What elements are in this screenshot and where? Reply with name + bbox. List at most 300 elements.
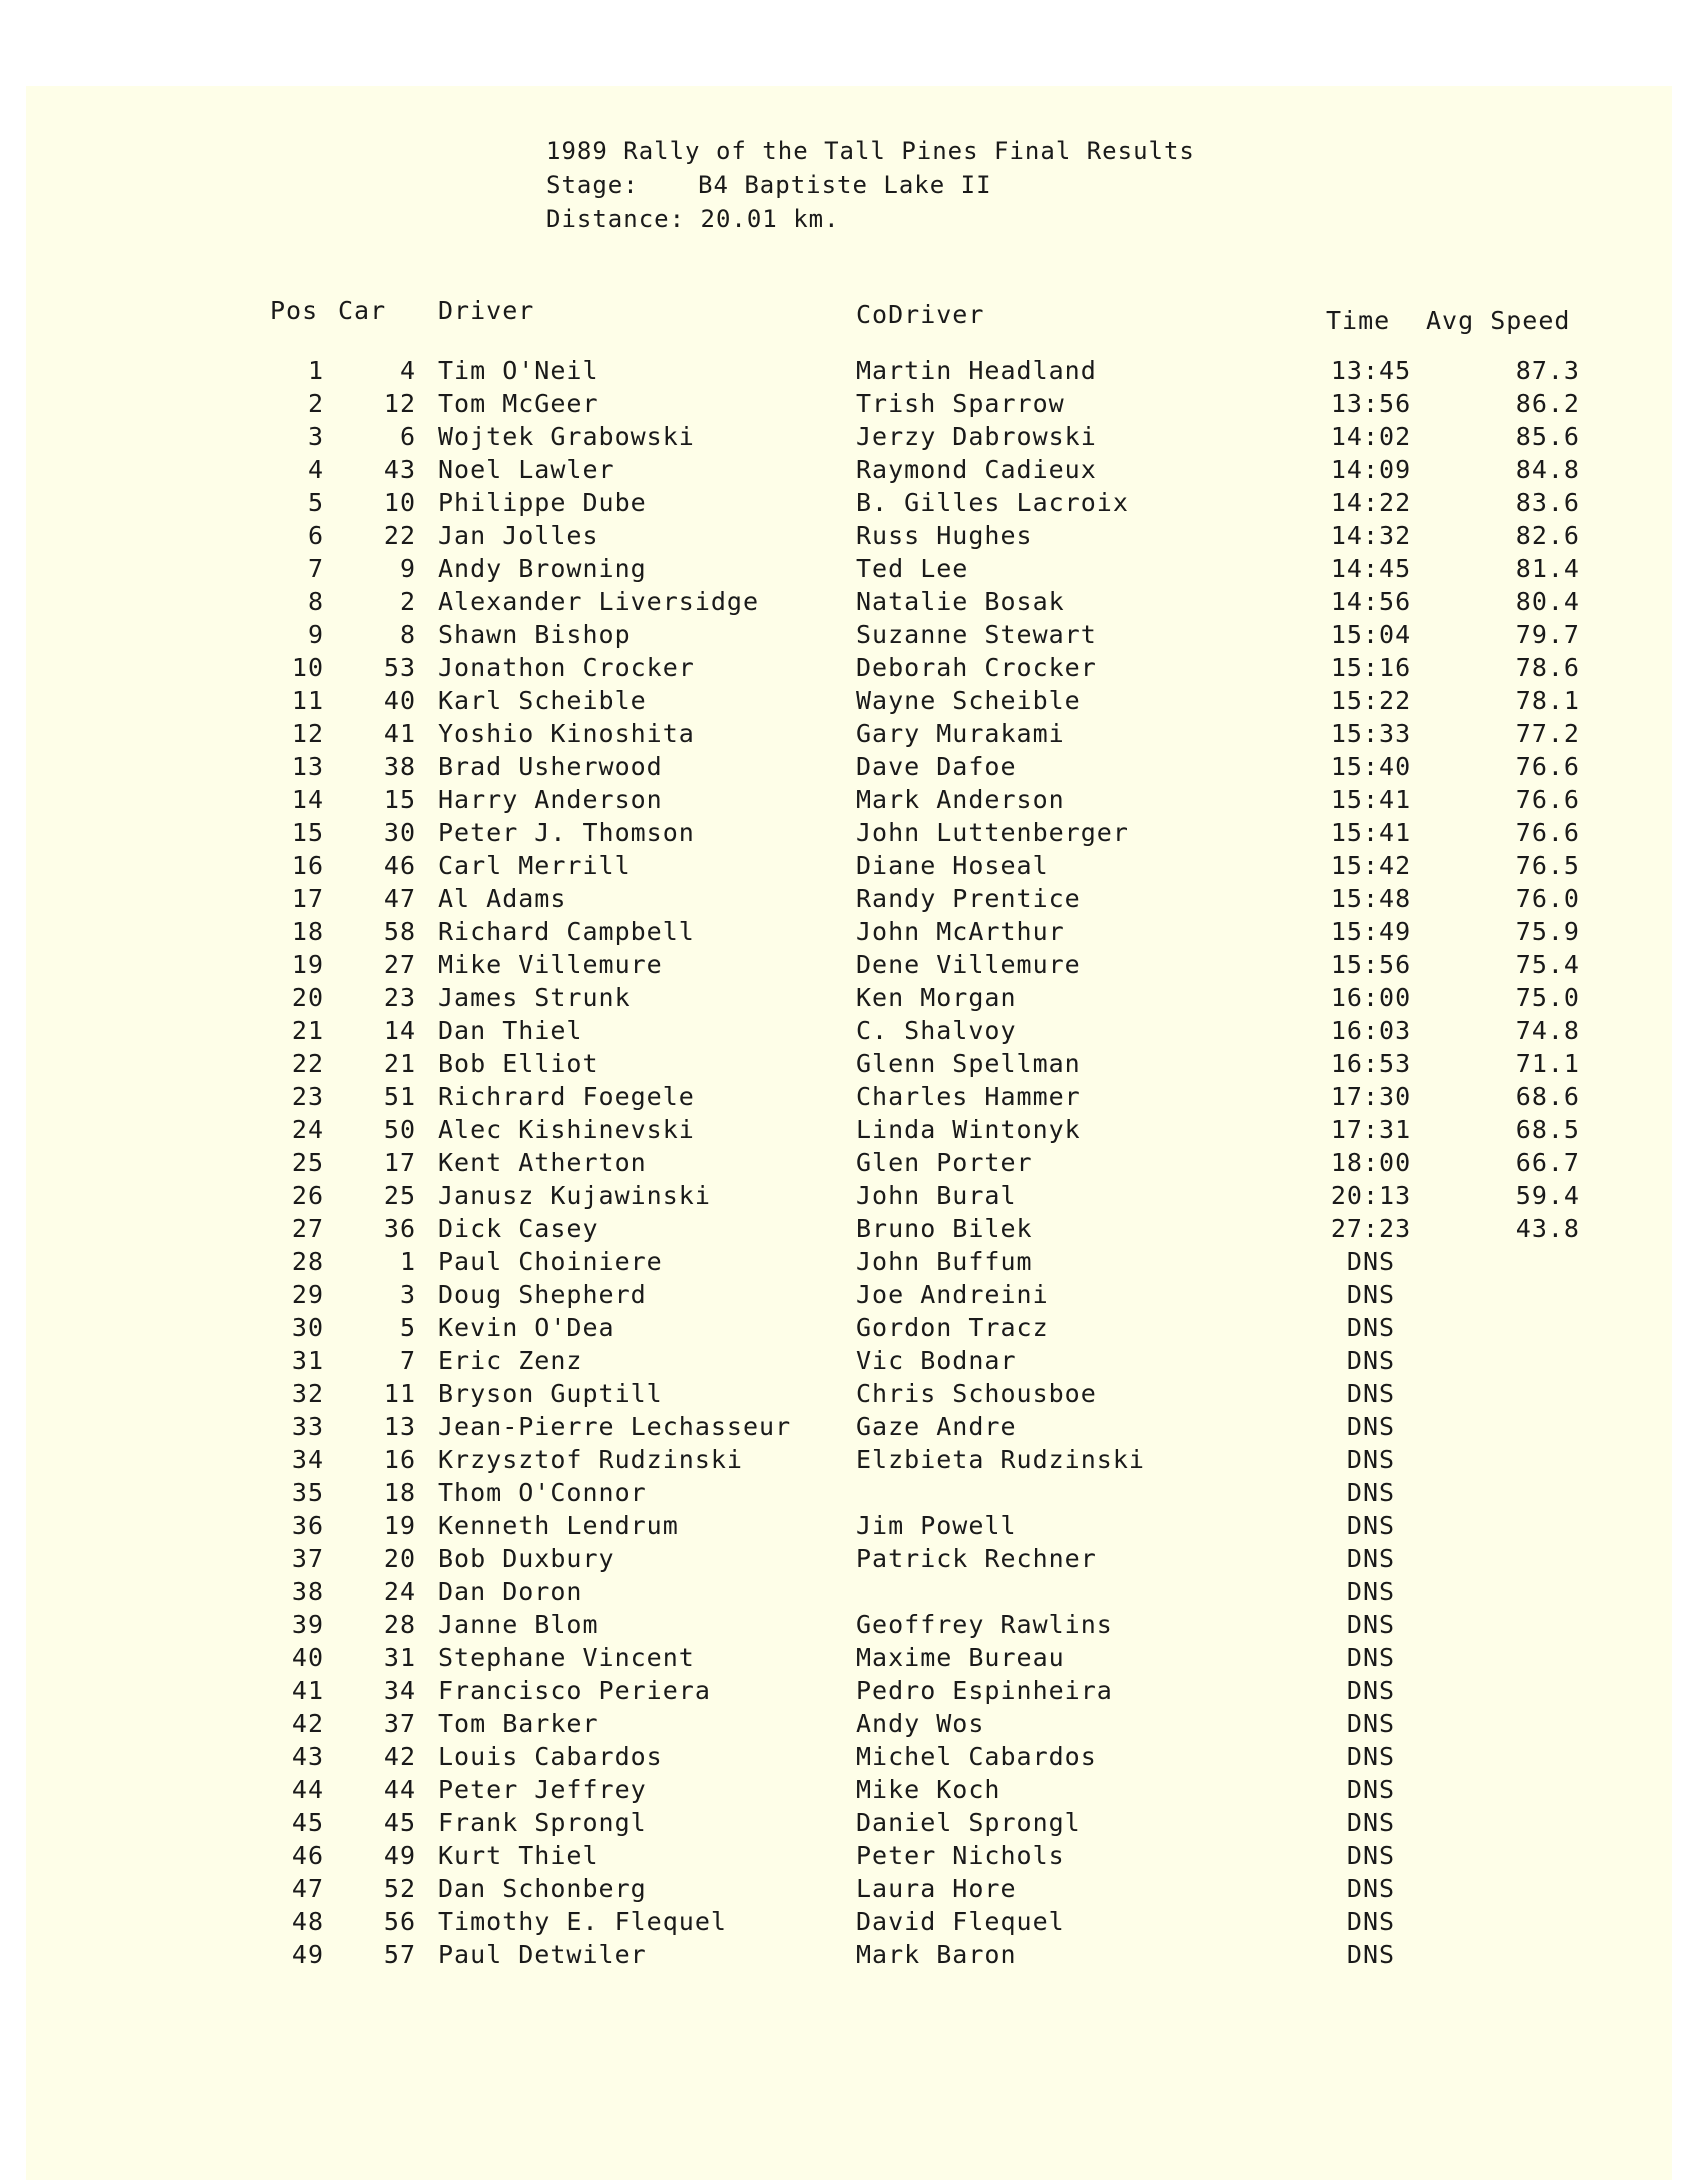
col-pos: Pos — [270, 296, 319, 325]
table-row — [26, 686, 1672, 719]
avg-speed-cell: 81.4 — [1515, 554, 1580, 583]
driver-cell: Bob Elliot — [438, 1049, 599, 1078]
driver-cell: Thom O'Connor — [438, 1478, 647, 1507]
codriver-cell: Gary Murakami — [856, 719, 1065, 748]
driver-cell: Dan Doron — [438, 1577, 583, 1606]
stage-value: B4 Baptiste Lake II — [698, 171, 992, 199]
position-cell: 33 — [291, 1412, 324, 1441]
avg-speed-cell: 84.8 — [1515, 455, 1580, 484]
position-cell: 8 — [307, 587, 324, 616]
codriver-cell: Natalie Bosak — [856, 587, 1065, 616]
position-cell: 35 — [291, 1478, 324, 1507]
avg-speed-cell: 78.1 — [1515, 686, 1580, 715]
driver-cell: James Strunk — [438, 983, 631, 1012]
codriver-cell: Vic Bodnar — [856, 1346, 1017, 1375]
car-number-cell: 49 — [383, 1841, 416, 1870]
codriver-cell: Gordon Tracz — [856, 1313, 1049, 1342]
codriver-cell: John McArthur — [856, 917, 1065, 946]
codriver-cell: Mark Anderson — [856, 785, 1065, 814]
distance-label: Distance: — [546, 205, 686, 233]
table-row — [26, 653, 1672, 686]
codriver-cell: Glenn Spellman — [856, 1049, 1081, 1078]
car-number-cell: 36 — [383, 1214, 416, 1243]
position-cell: 30 — [291, 1313, 324, 1342]
codriver-cell: Charles Hammer — [856, 1082, 1081, 1111]
codriver-cell: Martin Headland — [856, 356, 1097, 385]
car-number-cell: 53 — [383, 653, 416, 682]
position-cell: 37 — [291, 1544, 324, 1573]
car-number-cell: 30 — [383, 818, 416, 847]
driver-cell: Dan Thiel — [438, 1016, 583, 1045]
table-row — [26, 1346, 1672, 1379]
avg-speed-cell: 75.4 — [1515, 950, 1580, 979]
time-cell: DNS — [1346, 1379, 1396, 1408]
table-row — [26, 1115, 1672, 1148]
time-cell: 15:22 — [1330, 686, 1412, 715]
car-number-cell: 12 — [383, 389, 416, 418]
codriver-cell: John Buffum — [856, 1247, 1033, 1276]
car-number-cell: 1 — [399, 1247, 416, 1276]
codriver-cell: Raymond Cadieux — [856, 455, 1097, 484]
table-row — [26, 752, 1672, 785]
position-cell: 5 — [307, 488, 324, 517]
car-number-cell: 8 — [399, 620, 416, 649]
codriver-cell: Dene Villemure — [856, 950, 1081, 979]
driver-cell: Bryson Guptill — [438, 1379, 663, 1408]
results-sheet — [26, 86, 1672, 2180]
position-cell: 29 — [291, 1280, 324, 1309]
position-cell: 43 — [291, 1742, 324, 1771]
car-number-cell: 21 — [383, 1049, 416, 1078]
table-row — [26, 1610, 1672, 1643]
position-cell: 42 — [291, 1709, 324, 1738]
driver-cell: Kent Atherton — [438, 1148, 647, 1177]
time-cell: 14:45 — [1330, 554, 1412, 583]
table-row — [26, 422, 1672, 455]
table-row — [26, 1247, 1672, 1280]
car-number-cell: 7 — [399, 1346, 416, 1375]
time-cell: 27:23 — [1330, 1214, 1412, 1243]
table-row — [26, 1907, 1672, 1940]
driver-cell: Paul Choiniere — [438, 1247, 663, 1276]
time-cell: 15:40 — [1330, 752, 1412, 781]
time-cell: 15:56 — [1330, 950, 1412, 979]
results-table — [26, 356, 1672, 1973]
position-cell: 23 — [291, 1082, 324, 1111]
table-row — [26, 1016, 1672, 1049]
table-row — [26, 455, 1672, 488]
time-cell: 14:22 — [1330, 488, 1412, 517]
driver-cell: Karl Scheible — [438, 686, 647, 715]
time-cell: 14:56 — [1330, 587, 1412, 616]
avg-speed-cell: 86.2 — [1515, 389, 1580, 418]
driver-cell: Kevin O'Dea — [438, 1313, 615, 1342]
driver-cell: Tom McGeer — [438, 389, 599, 418]
time-cell: 16:53 — [1330, 1049, 1412, 1078]
car-number-cell: 11 — [383, 1379, 416, 1408]
driver-cell: Doug Shepherd — [438, 1280, 647, 1309]
time-cell: 15:48 — [1330, 884, 1412, 913]
table-row — [26, 356, 1672, 389]
table-row — [26, 1709, 1672, 1742]
driver-cell: Jan Jolles — [438, 521, 599, 550]
time-cell: 15:41 — [1330, 818, 1412, 847]
table-row — [26, 488, 1672, 521]
car-number-cell: 13 — [383, 1412, 416, 1441]
table-row — [26, 389, 1672, 422]
table-row — [26, 587, 1672, 620]
time-cell: DNS — [1346, 1544, 1396, 1573]
position-cell: 7 — [307, 554, 324, 583]
codriver-cell: Peter Nichols — [856, 1841, 1065, 1870]
codriver-cell: Dave Dafoe — [856, 752, 1017, 781]
position-cell: 25 — [291, 1148, 324, 1177]
table-row — [26, 1544, 1672, 1577]
time-cell: 15:33 — [1330, 719, 1412, 748]
codriver-cell: Trish Sparrow — [856, 389, 1065, 418]
distance-value: 20.01 km. — [700, 205, 840, 233]
position-cell: 20 — [291, 983, 324, 1012]
time-cell: 17:30 — [1330, 1082, 1412, 1111]
position-cell: 17 — [291, 884, 324, 913]
car-number-cell: 5 — [399, 1313, 416, 1342]
time-cell: DNS — [1346, 1709, 1396, 1738]
position-cell: 26 — [291, 1181, 324, 1210]
avg-speed-cell: 76.6 — [1515, 818, 1580, 847]
time-cell: DNS — [1346, 1940, 1396, 1969]
driver-cell: Richrard Foegele — [438, 1082, 695, 1111]
codriver-cell: Laura Hore — [856, 1874, 1017, 1903]
car-number-cell: 22 — [383, 521, 416, 550]
table-row — [26, 1412, 1672, 1445]
codriver-cell: B. Gilles Lacroix — [856, 488, 1129, 517]
codriver-cell: Ted Lee — [856, 554, 969, 583]
time-cell: 15:41 — [1330, 785, 1412, 814]
col-avg-speed: Avg Speed — [1426, 306, 1571, 335]
avg-speed-cell: 79.7 — [1515, 620, 1580, 649]
position-cell: 18 — [291, 917, 324, 946]
avg-speed-cell: 77.2 — [1515, 719, 1580, 748]
position-cell: 10 — [291, 653, 324, 682]
driver-cell: Jean-Pierre Lechasseur — [438, 1412, 792, 1441]
avg-speed-cell: 85.6 — [1515, 422, 1580, 451]
table-row — [26, 1478, 1672, 1511]
table-row — [26, 1775, 1672, 1808]
position-cell: 16 — [291, 851, 324, 880]
time-cell: 18:00 — [1330, 1148, 1412, 1177]
car-number-cell: 10 — [383, 488, 416, 517]
table-row — [26, 1577, 1672, 1610]
time-cell: DNS — [1346, 1742, 1396, 1771]
position-cell: 47 — [291, 1874, 324, 1903]
table-row — [26, 1511, 1672, 1544]
codriver-cell: Diane Hoseal — [856, 851, 1049, 880]
position-cell: 12 — [291, 719, 324, 748]
driver-cell: Alec Kishinevski — [438, 1115, 695, 1144]
table-row — [26, 1313, 1672, 1346]
position-cell: 32 — [291, 1379, 324, 1408]
driver-cell: Philippe Dube — [438, 488, 647, 517]
position-cell: 36 — [291, 1511, 324, 1540]
position-cell: 13 — [291, 752, 324, 781]
driver-cell: Bob Duxbury — [438, 1544, 615, 1573]
avg-speed-cell: 74.8 — [1515, 1016, 1580, 1045]
table-row — [26, 620, 1672, 653]
codriver-cell: Daniel Sprongl — [856, 1808, 1081, 1837]
codriver-cell: Gaze Andre — [856, 1412, 1017, 1441]
codriver-cell: Suzanne Stewart — [856, 620, 1097, 649]
avg-speed-cell: 66.7 — [1515, 1148, 1580, 1177]
codriver-cell: Joe Andreini — [856, 1280, 1049, 1309]
driver-cell: Krzysztof Rudzinski — [438, 1445, 743, 1474]
position-cell: 34 — [291, 1445, 324, 1474]
col-codriver: CoDriver — [856, 300, 985, 329]
codriver-cell: Wayne Scheible — [856, 686, 1081, 715]
time-cell: DNS — [1346, 1313, 1396, 1342]
table-row — [26, 983, 1672, 1016]
time-cell: DNS — [1346, 1676, 1396, 1705]
car-number-cell: 42 — [383, 1742, 416, 1771]
position-cell: 14 — [291, 785, 324, 814]
avg-speed-cell: 75.9 — [1515, 917, 1580, 946]
driver-cell: Louis Cabardos — [438, 1742, 663, 1771]
col-car: Car — [338, 296, 387, 325]
position-cell: 24 — [291, 1115, 324, 1144]
position-cell: 39 — [291, 1610, 324, 1639]
time-cell: DNS — [1346, 1610, 1396, 1639]
position-cell: 3 — [307, 422, 324, 451]
time-cell: DNS — [1346, 1445, 1396, 1474]
driver-cell: Shawn Bishop — [438, 620, 631, 649]
driver-cell: Brad Usherwood — [438, 752, 663, 781]
car-number-cell: 20 — [383, 1544, 416, 1573]
driver-cell: Mike Villemure — [438, 950, 663, 979]
time-cell: DNS — [1346, 1280, 1396, 1309]
col-driver: Driver — [438, 296, 535, 325]
avg-speed-cell: 75.0 — [1515, 983, 1580, 1012]
position-cell: 22 — [291, 1049, 324, 1078]
car-number-cell: 6 — [399, 422, 416, 451]
codriver-cell: Michel Cabardos — [856, 1742, 1097, 1771]
table-row — [26, 1940, 1672, 1973]
table-row — [26, 719, 1672, 752]
table-row — [26, 521, 1672, 554]
table-row — [26, 554, 1672, 587]
driver-cell: Yoshio Kinoshita — [438, 719, 695, 748]
avg-speed-cell: 83.6 — [1515, 488, 1580, 517]
car-number-cell: 2 — [399, 587, 416, 616]
position-cell: 15 — [291, 818, 324, 847]
codriver-cell: Andy Wos — [856, 1709, 985, 1738]
time-cell: 13:45 — [1330, 356, 1412, 385]
table-row — [26, 1148, 1672, 1181]
col-time: Time — [1326, 306, 1391, 335]
time-cell: DNS — [1346, 1841, 1396, 1870]
table-row — [26, 851, 1672, 884]
driver-cell: Noel Lawler — [438, 455, 615, 484]
codriver-cell: Glen Porter — [856, 1148, 1033, 1177]
car-number-cell: 27 — [383, 950, 416, 979]
driver-cell: Dick Casey — [438, 1214, 599, 1243]
time-cell: DNS — [1346, 1643, 1396, 1672]
car-number-cell: 16 — [383, 1445, 416, 1474]
codriver-cell: Geoffrey Rawlins — [856, 1610, 1113, 1639]
position-cell: 27 — [291, 1214, 324, 1243]
driver-cell: Dan Schonberg — [438, 1874, 647, 1903]
driver-cell: Peter Jeffrey — [438, 1775, 647, 1804]
table-row — [26, 1280, 1672, 1313]
car-number-cell: 31 — [383, 1643, 416, 1672]
position-cell: 48 — [291, 1907, 324, 1936]
driver-cell: Carl Merrill — [438, 851, 631, 880]
time-cell: 16:03 — [1330, 1016, 1412, 1045]
position-cell: 4 — [307, 455, 324, 484]
driver-cell: Paul Detwiler — [438, 1940, 647, 1969]
codriver-cell: Mike Koch — [856, 1775, 1001, 1804]
car-number-cell: 45 — [383, 1808, 416, 1837]
table-row — [26, 1742, 1672, 1775]
time-cell: 16:00 — [1330, 983, 1412, 1012]
stage-label: Stage: — [546, 171, 639, 199]
position-cell: 41 — [291, 1676, 324, 1705]
car-number-cell: 41 — [383, 719, 416, 748]
time-cell: DNS — [1346, 1808, 1396, 1837]
car-number-cell: 23 — [383, 983, 416, 1012]
position-cell: 45 — [291, 1808, 324, 1837]
car-number-cell: 14 — [383, 1016, 416, 1045]
codriver-cell: Mark Baron — [856, 1940, 1017, 1969]
driver-cell: Harry Anderson — [438, 785, 663, 814]
car-number-cell: 56 — [383, 1907, 416, 1936]
driver-cell: Timothy E. Flequel — [438, 1907, 727, 1936]
driver-cell: Kenneth Lendrum — [438, 1511, 679, 1540]
time-cell: 20:13 — [1330, 1181, 1412, 1210]
time-cell: DNS — [1346, 1478, 1396, 1507]
car-number-cell: 40 — [383, 686, 416, 715]
codriver-cell: Maxime Bureau — [856, 1643, 1065, 1672]
codriver-cell: Bruno Bilek — [856, 1214, 1033, 1243]
car-number-cell: 18 — [383, 1478, 416, 1507]
time-cell: 14:32 — [1330, 521, 1412, 550]
time-cell: DNS — [1346, 1577, 1396, 1606]
time-cell: 15:16 — [1330, 653, 1412, 682]
position-cell: 19 — [291, 950, 324, 979]
table-row — [26, 818, 1672, 851]
codriver-cell: Deborah Crocker — [856, 653, 1097, 682]
time-cell: DNS — [1346, 1907, 1396, 1936]
time-cell: 13:56 — [1330, 389, 1412, 418]
car-number-cell: 24 — [383, 1577, 416, 1606]
table-row — [26, 884, 1672, 917]
position-cell: 28 — [291, 1247, 324, 1276]
avg-speed-cell: 76.6 — [1515, 785, 1580, 814]
car-number-cell: 57 — [383, 1940, 416, 1969]
time-cell: 14:09 — [1330, 455, 1412, 484]
codriver-cell: John Luttenberger — [856, 818, 1129, 847]
driver-cell: Stephane Vincent — [438, 1643, 695, 1672]
table-row — [26, 1445, 1672, 1478]
car-number-cell: 19 — [383, 1511, 416, 1540]
time-cell: DNS — [1346, 1247, 1396, 1276]
car-number-cell: 38 — [383, 752, 416, 781]
car-number-cell: 28 — [383, 1610, 416, 1639]
avg-speed-cell: 43.8 — [1515, 1214, 1580, 1243]
position-cell: 11 — [291, 686, 324, 715]
codriver-cell: Chris Schousboe — [856, 1379, 1097, 1408]
car-number-cell: 3 — [399, 1280, 416, 1309]
table-row — [26, 1643, 1672, 1676]
position-cell: 6 — [307, 521, 324, 550]
table-row — [26, 1808, 1672, 1841]
car-number-cell: 34 — [383, 1676, 416, 1705]
table-row — [26, 1841, 1672, 1874]
position-cell: 1 — [307, 356, 324, 385]
driver-cell: Eric Zenz — [438, 1346, 583, 1375]
car-number-cell: 43 — [383, 455, 416, 484]
avg-speed-cell: 71.1 — [1515, 1049, 1580, 1078]
table-row — [26, 1082, 1672, 1115]
avg-speed-cell: 76.6 — [1515, 752, 1580, 781]
table-row — [26, 1049, 1672, 1082]
codriver-cell: Linda Wintonyk — [856, 1115, 1081, 1144]
position-cell: 40 — [291, 1643, 324, 1672]
car-number-cell: 9 — [399, 554, 416, 583]
avg-speed-cell: 76.0 — [1515, 884, 1580, 913]
codriver-cell: Randy Prentice — [856, 884, 1081, 913]
driver-cell: Francisco Periera — [438, 1676, 711, 1705]
car-number-cell: 46 — [383, 851, 416, 880]
driver-cell: Peter J. Thomson — [438, 818, 695, 847]
avg-speed-cell: 68.5 — [1515, 1115, 1580, 1144]
position-cell: 31 — [291, 1346, 324, 1375]
table-row — [26, 1214, 1672, 1247]
time-cell: DNS — [1346, 1511, 1396, 1540]
avg-speed-cell: 59.4 — [1515, 1181, 1580, 1210]
position-cell: 38 — [291, 1577, 324, 1606]
avg-speed-cell: 82.6 — [1515, 521, 1580, 550]
time-cell: 15:04 — [1330, 620, 1412, 649]
time-cell: DNS — [1346, 1775, 1396, 1804]
time-cell: 14:02 — [1330, 422, 1412, 451]
driver-cell: Jonathon Crocker — [438, 653, 695, 682]
car-number-cell: 58 — [383, 917, 416, 946]
driver-cell: Janne Blom — [438, 1610, 599, 1639]
avg-speed-cell: 68.6 — [1515, 1082, 1580, 1111]
car-number-cell: 37 — [383, 1709, 416, 1738]
avg-speed-cell: 76.5 — [1515, 851, 1580, 880]
driver-cell: Andy Browning — [438, 554, 647, 583]
position-cell: 21 — [291, 1016, 324, 1045]
car-number-cell: 44 — [383, 1775, 416, 1804]
codriver-cell: Jim Powell — [856, 1511, 1017, 1540]
codriver-cell: Ken Morgan — [856, 983, 1017, 1012]
document-title: 1989 Rally of the Tall Pines Final Results — [546, 137, 1195, 165]
time-cell: 15:49 — [1330, 917, 1412, 946]
document-header — [546, 134, 1195, 236]
time-cell: DNS — [1346, 1874, 1396, 1903]
car-number-cell: 25 — [383, 1181, 416, 1210]
position-cell: 46 — [291, 1841, 324, 1870]
codriver-cell: Pedro Espinheira — [856, 1676, 1113, 1705]
position-cell: 49 — [291, 1940, 324, 1969]
driver-cell: Richard Campbell — [438, 917, 695, 946]
codriver-cell: Elzbieta Rudzinski — [856, 1445, 1145, 1474]
table-row — [26, 917, 1672, 950]
driver-cell: Al Adams — [438, 884, 567, 913]
driver-cell: Wojtek Grabowski — [438, 422, 695, 451]
avg-speed-cell: 78.6 — [1515, 653, 1580, 682]
car-number-cell: 52 — [383, 1874, 416, 1903]
